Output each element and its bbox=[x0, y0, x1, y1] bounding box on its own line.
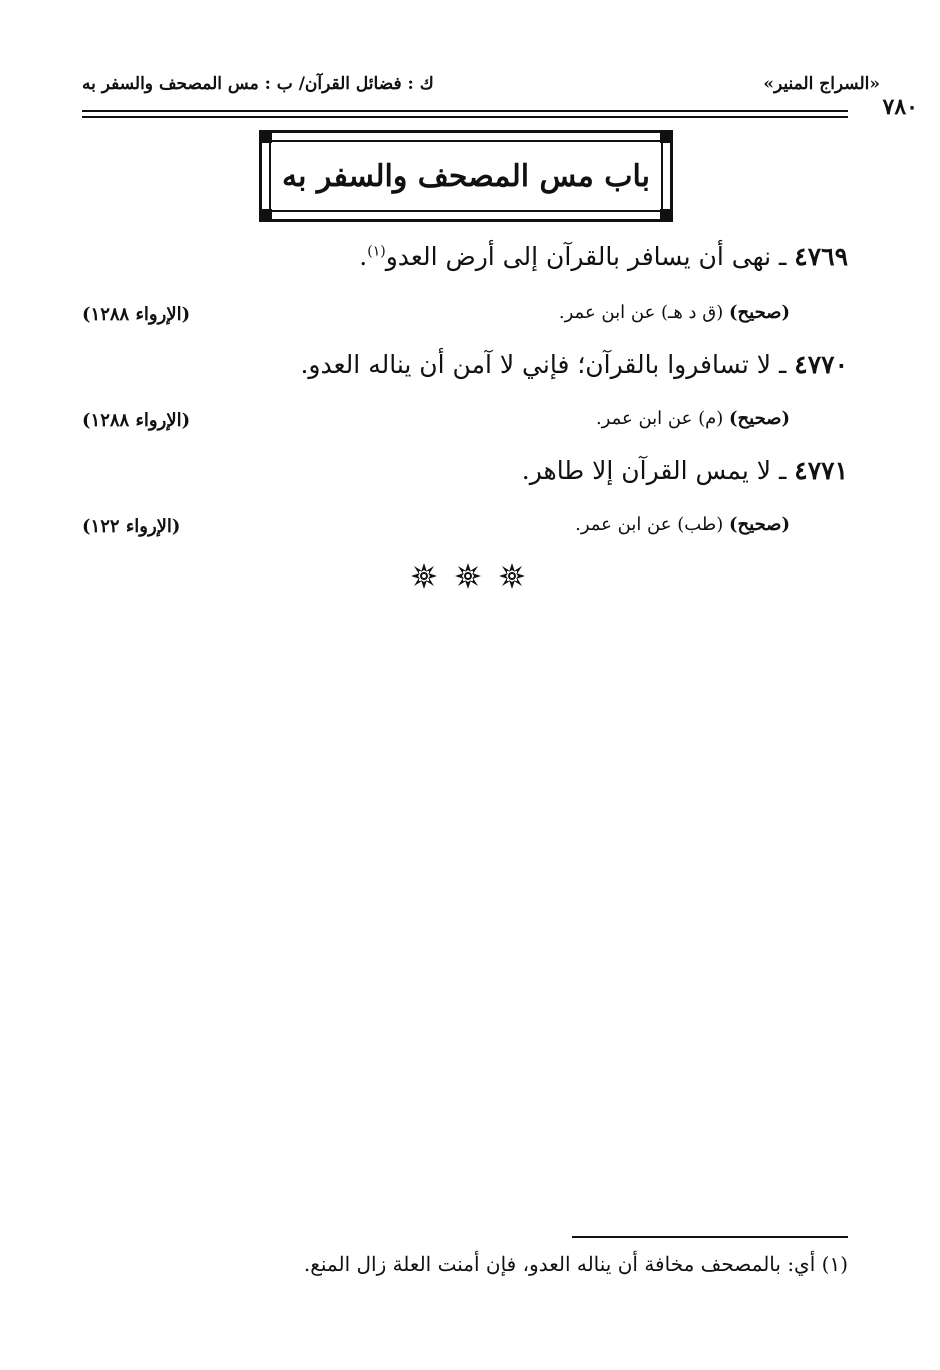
hadith-text bbox=[359, 242, 848, 271]
hadith-reference: (الإرواء ١٢٨٨) bbox=[82, 304, 191, 325]
hadith-text bbox=[522, 456, 848, 485]
hadith-number: ٤٧٧٠ bbox=[794, 350, 848, 379]
footnote bbox=[304, 1252, 848, 1276]
footnote-marker: (١) bbox=[367, 243, 386, 260]
running-head-section: ك : فضائل القرآن/ ب : مس المصحف والسفر به bbox=[82, 74, 434, 94]
chapter-title: باب مس المصحف والسفر به bbox=[282, 158, 650, 194]
hadith-text bbox=[300, 350, 848, 379]
header-rule-bottom bbox=[82, 116, 848, 118]
footnote-rule bbox=[572, 1236, 848, 1238]
flower-ornament-icon bbox=[454, 562, 482, 590]
hadith-body: لا تسافروا بالقرآن؛ فإني لا آمن أن يناله العدو. bbox=[300, 350, 772, 379]
hadith-dash: ـ bbox=[779, 350, 787, 379]
hadith-dash: ـ bbox=[779, 242, 787, 271]
hadith-number: ٤٧٦٩ bbox=[794, 242, 848, 271]
page-number: ٧٨٠ bbox=[882, 94, 918, 120]
hadith-grade: (صحيح) bbox=[729, 408, 790, 429]
hadith-dash: ـ bbox=[779, 456, 787, 485]
running-head-book-title: «السراج المنير» bbox=[763, 74, 880, 94]
hadith-source: (ق د هـ) عن ابن عمر. bbox=[558, 302, 724, 323]
footnote-marker: (١) bbox=[821, 1252, 848, 1276]
hadith-grade-line bbox=[559, 302, 790, 323]
hadith-reference: (الإرواء ١٢٢) bbox=[82, 516, 181, 537]
hadith-end: . bbox=[359, 242, 368, 271]
hadith-source: (م) عن ابن عمر. bbox=[595, 408, 724, 429]
section-end-ornaments bbox=[410, 562, 526, 590]
header-rule-top bbox=[82, 110, 848, 112]
hadith-source: (طب) عن ابن عمر. bbox=[575, 514, 724, 535]
chapter-title-frame bbox=[259, 130, 673, 222]
hadith-grade-line bbox=[575, 514, 790, 535]
chapter-title-inner bbox=[269, 140, 663, 212]
footnote-text: أي: بالمصحف مخافة أن يناله العدو، فإن أمنت العلة زال المنع. bbox=[303, 1252, 816, 1276]
flower-ornament-icon bbox=[498, 562, 526, 590]
hadith-reference: (الإرواء ١٢٨٨) bbox=[82, 410, 191, 431]
hadith-grade: (صحيح) bbox=[729, 514, 790, 535]
flower-ornament-icon bbox=[410, 562, 438, 590]
hadith-body: نهى أن يسافر بالقرآن إلى أرض العدو bbox=[385, 242, 772, 271]
hadith-body: لا يمس القرآن إلا طاهر. bbox=[521, 456, 772, 485]
hadith-grade-line bbox=[596, 408, 790, 429]
hadith-number: ٤٧٧١ bbox=[794, 456, 848, 485]
hadith-grade: (صحيح) bbox=[729, 302, 790, 323]
